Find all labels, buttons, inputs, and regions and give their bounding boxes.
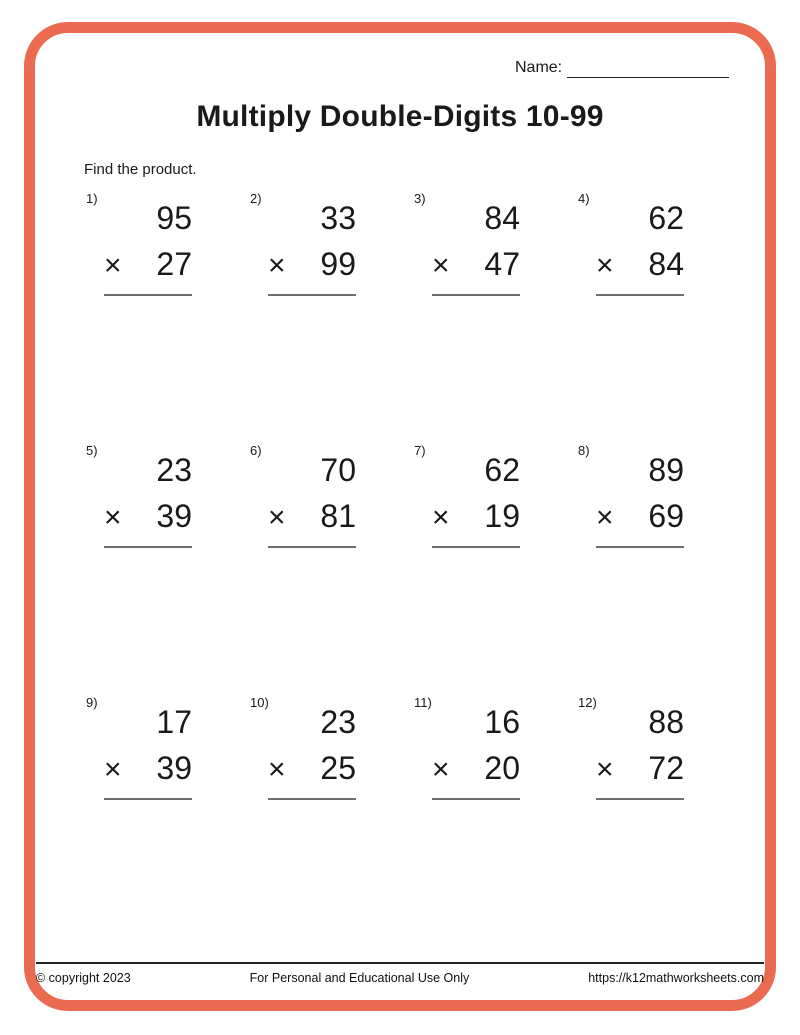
problem-number-label: 10) — [250, 695, 269, 710]
problem-number-label: 12) — [578, 695, 597, 710]
multiplier-row — [432, 493, 520, 541]
instruction-text: Find the product. — [84, 161, 197, 178]
problem-body — [268, 699, 356, 800]
multiplier-row — [104, 745, 192, 793]
problem-number-label: 8) — [578, 443, 590, 458]
problem-body — [104, 699, 192, 800]
multiplication-sign: × — [268, 249, 286, 282]
multiplicand: 23 — [320, 704, 356, 740]
problem-7 — [412, 440, 576, 692]
problem-body — [104, 447, 192, 548]
multiplication-sign: × — [596, 249, 614, 282]
multiplicand: 88 — [648, 704, 684, 740]
multiplier-row — [268, 493, 356, 541]
multiplier-row — [104, 241, 192, 289]
footer-url: https://k12mathworksheets.com — [588, 971, 764, 985]
multiplication-sign: × — [268, 501, 286, 534]
problem-6 — [248, 440, 412, 692]
multiplier-row — [432, 241, 520, 289]
multiplicand: 95 — [156, 200, 192, 236]
footer-copyright: © copyright 2023 — [36, 971, 131, 985]
problem-body — [596, 447, 684, 548]
multiplicand: 62 — [484, 452, 520, 488]
multiplier-row — [104, 493, 192, 541]
problem-number-label: 3) — [414, 191, 426, 206]
multiplication-sign: × — [268, 753, 286, 786]
footer — [36, 962, 764, 985]
multiplication-sign: × — [104, 501, 122, 534]
multiplicand: 17 — [156, 704, 192, 740]
problem-number-label: 4) — [578, 191, 590, 206]
problem-number-label: 2) — [250, 191, 262, 206]
multiplicand: 16 — [484, 704, 520, 740]
multiplier-row — [268, 241, 356, 289]
problem-body — [268, 195, 356, 296]
multiplicand: 70 — [320, 452, 356, 488]
problem-9 — [84, 692, 248, 944]
problem-2 — [248, 188, 412, 440]
footer-usage-note: For Personal and Educational Use Only — [249, 971, 470, 985]
multiplier: 69 — [648, 498, 684, 534]
multiplier: 39 — [156, 498, 192, 534]
problem-10 — [248, 692, 412, 944]
problem-number-label: 1) — [86, 191, 98, 206]
problem-body — [432, 699, 520, 800]
problem-11 — [412, 692, 576, 944]
problem-body — [596, 195, 684, 296]
multiplication-sign: × — [596, 753, 614, 786]
multiplier-row — [268, 745, 356, 793]
problem-number-label: 7) — [414, 443, 426, 458]
multiplication-sign: × — [432, 249, 450, 282]
multiplicand: 33 — [320, 200, 356, 236]
multiplicand: 62 — [648, 200, 684, 236]
problem-1 — [84, 188, 248, 440]
multiplier: 99 — [320, 246, 356, 282]
multiplier: 19 — [484, 498, 520, 534]
problem-body — [432, 195, 520, 296]
multiplication-sign: × — [596, 501, 614, 534]
multiplier-row — [596, 241, 684, 289]
multiplication-sign: × — [432, 501, 450, 534]
problem-body — [268, 447, 356, 548]
multiplier: 25 — [320, 750, 356, 786]
problem-number-label: 6) — [250, 443, 262, 458]
problem-3 — [412, 188, 576, 440]
multiplier-row — [432, 745, 520, 793]
problem-number-label: 5) — [86, 443, 98, 458]
name-label: Name: — [515, 59, 563, 76]
problem-body — [432, 447, 520, 548]
multiplier: 27 — [156, 246, 192, 282]
problem-8 — [576, 440, 740, 692]
multiplier: 20 — [484, 750, 520, 786]
multiplicand: 84 — [484, 200, 520, 236]
problem-number-label: 9) — [86, 695, 98, 710]
multiplier: 39 — [156, 750, 192, 786]
problem-12 — [576, 692, 740, 944]
multiplicand: 23 — [156, 452, 192, 488]
problem-5 — [84, 440, 248, 692]
multiplication-sign: × — [432, 753, 450, 786]
multiplication-sign: × — [104, 249, 122, 282]
name-blank-line — [567, 60, 729, 78]
problem-body — [104, 195, 192, 296]
name-row — [515, 59, 729, 78]
multiplier: 72 — [648, 750, 684, 786]
multiplier-row — [596, 493, 684, 541]
problem-body — [596, 699, 684, 800]
multiplier: 47 — [484, 246, 520, 282]
multiplication-sign: × — [104, 753, 122, 786]
multiplier: 84 — [648, 246, 684, 282]
problem-number-label: 11) — [414, 695, 432, 710]
multiplier-row — [596, 745, 684, 793]
problem-4 — [576, 188, 740, 440]
multiplier: 81 — [320, 498, 356, 534]
problems-grid — [84, 188, 740, 944]
multiplicand: 89 — [648, 452, 684, 488]
page-title: Multiply Double-Digits 10-99 — [196, 100, 604, 133]
